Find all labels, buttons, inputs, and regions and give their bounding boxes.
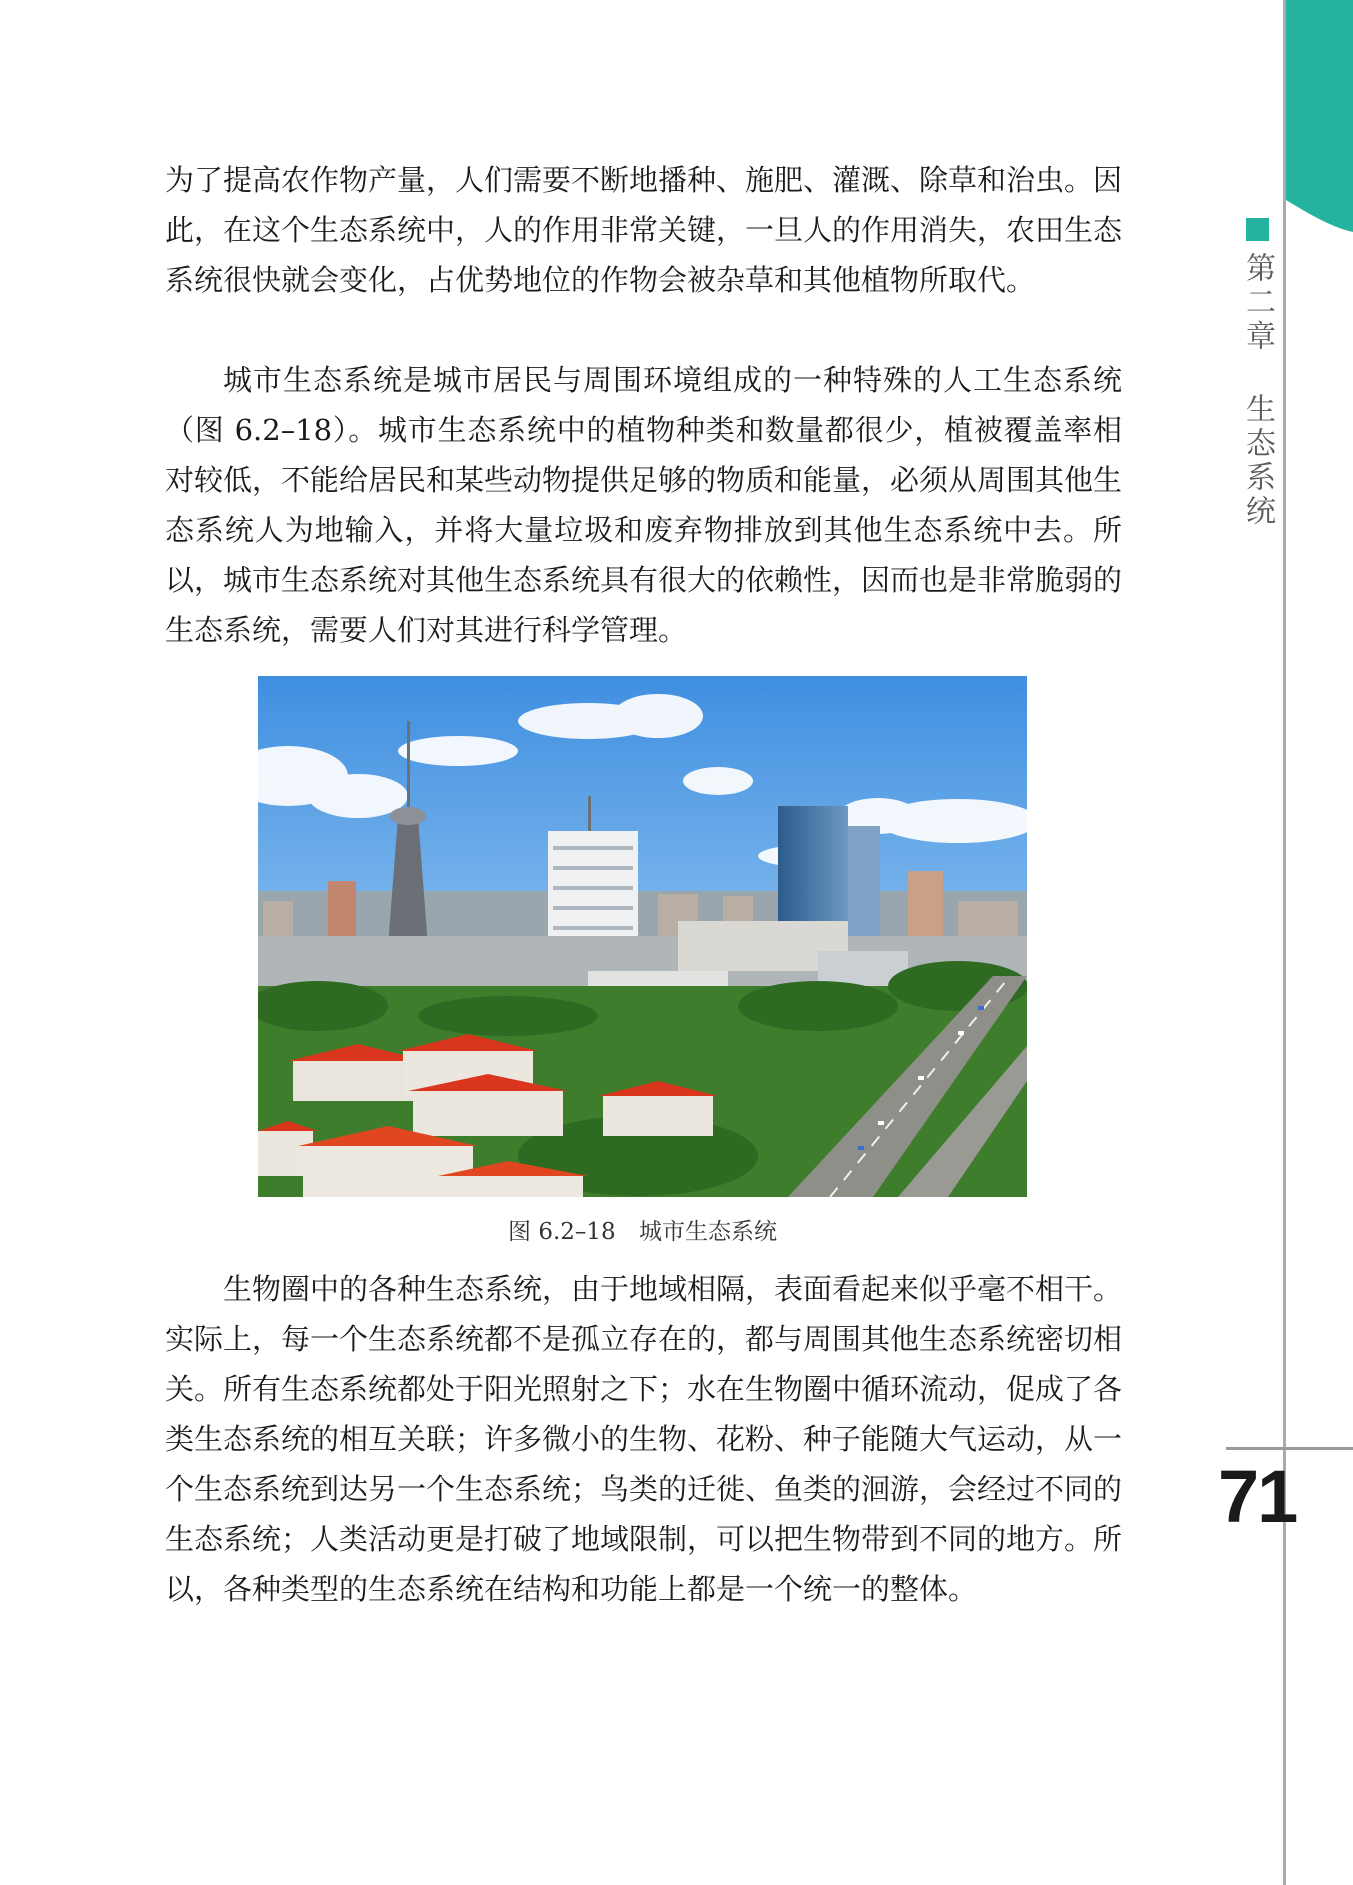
paragraph-farmland: 为了提高农作物产量，人们需要不断地播种、施肥、灌溉、除草和治虫。因此，在这个生态系统中，人的作用非常关键，一旦人的作用消失，农田生态系统很快就会变化，占优势地位的作物会被杂草和其他植物所取代。: [165, 163, 1123, 297]
figure-title: 城市生态系统: [638, 1219, 777, 1245]
corner-tab: [1283, 0, 1353, 235]
paragraph-biosphere: 生物圈中的各种生态系统，由于地域相隔，表面看起来似乎毫不相干。实际上，每一个生态系统都不是孤立存在的，都与周围其他生态系统密切相关。所有生态系统都处于阳光照射之下；水在生物圈中循环流动，促成了各类生态系统的相互关联；许多微小的生物、花粉、种子能随大气运动，从一个生态系统到达另一个生态系统；鸟类的迁徙、鱼类的洄游，会经过不同的生态系统；人类活动更是打破了地域限制，可以把生物带到不同的地方。所以，各种类型的生态系统在结构和功能上都是一个统一的整体。: [165, 1272, 1123, 1606]
page-number: 71: [1218, 1455, 1297, 1538]
page-number-rule: [1226, 1447, 1353, 1450]
figure-caption: [258, 1215, 1027, 1249]
margin-rule: [1283, 0, 1286, 1885]
chapter-marker: [1246, 218, 1269, 241]
chapter-label: 第二章 生态系统: [1240, 252, 1275, 529]
figure-number: 图 6.2–18: [508, 1219, 616, 1245]
paragraph-urban-ecosystem: 城市生态系统是城市居民与周围环境组成的一种特殊的人工生态系统（图 6.2–18）。城市生态系统中的植物种类和数量都很少，植被覆盖率相对较低，不能给居民和某些动物提供足够的物质和能量，必须从周围其他生态系统人为地输入，并将大量垃圾和废弃物排放到其他生态系统中去。所以，城市生态系统对其他生态系统具有很大的依赖性，因而也是非常脆弱的生态系统，需要人们对其进行科学管理。: [165, 363, 1123, 647]
city-photo: [258, 676, 1027, 1197]
